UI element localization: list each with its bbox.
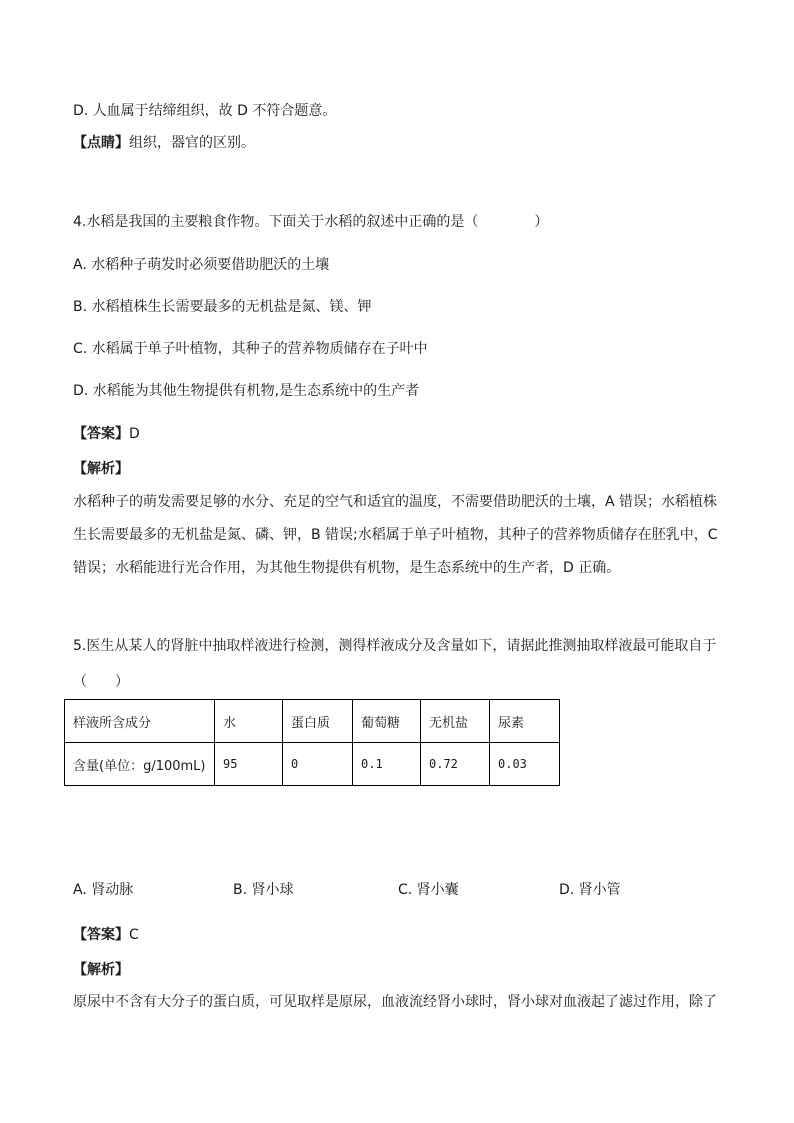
q5-option-a: A. 肾动脉	[73, 882, 134, 898]
comment-tag: 【点睛】	[73, 135, 129, 151]
analysis-line: 错误；水稻能进行光合作用，为其他生物提供有机物，是生态系统中的生产者，D 正确。	[73, 560, 621, 576]
answer-value: D	[129, 426, 140, 442]
q5-option-c: C. 肾小囊	[398, 882, 459, 898]
q4-analysis-tag: 【解析】	[73, 461, 129, 477]
q4-answer	[73, 424, 140, 444]
table-cell: 0	[283, 743, 353, 786]
table-header-row	[65, 700, 560, 743]
q5-option-d: D. 肾小管	[559, 882, 621, 898]
table-cell: 0.72	[421, 743, 490, 786]
table-header-cell: 水	[215, 700, 283, 743]
table-header-cell: 蛋白质	[283, 700, 353, 743]
prev-option-d: D. 人血属于结缔组织，故 D 不符合题意。	[73, 103, 337, 119]
table-header-cell: 葡萄糖	[353, 700, 421, 743]
q5-option-b: B. 肾小球	[233, 882, 294, 898]
q4-option-c: C. 水稻属于单子叶植物，其种子的营养物质储存在子叶中	[73, 341, 428, 357]
q5-stem-line2: （ ）	[73, 674, 129, 690]
q4-analysis	[73, 492, 723, 591]
table-row	[65, 743, 560, 786]
analysis-line: 水稻种子的萌发需要足够的水分、充足的空气和适宜的温度，不需要借助肥沃的土壤，A 错误；水稻植株	[73, 494, 718, 510]
q5-answer	[73, 925, 139, 945]
q4-option-b: B. 水稻植株生长需要最多的无机盐是氮、镁、钾	[73, 299, 372, 315]
q4-stem: 4.水稻是我国的主要粮食作物。下面关于水稻的叙述中正确的是（ ）	[73, 214, 549, 230]
prev-comment	[73, 133, 255, 153]
table-cell: 0.03	[490, 743, 560, 786]
table-header-cell: 尿素	[490, 700, 560, 743]
table-header-cell: 无机盐	[421, 700, 490, 743]
table-row-label: 含量(单位：g/100mL)	[65, 743, 215, 786]
analysis-line: 生长需要最多的无机盐是氮、磷、钾，B 错误;水稻属于单子叶植物，其种子的营养物质储存在胚乳中，C	[73, 527, 718, 543]
q5-analysis-tag: 【解析】	[73, 962, 129, 978]
answer-tag: 【答案】	[73, 927, 129, 943]
q5-analysis-line: 原尿中不含有大分子的蛋白质，可见取样是原尿，血液流经肾小球时，肾小球对血液起了滤过作用，除了	[73, 994, 717, 1010]
composition-table	[64, 699, 560, 786]
q5-stem-line1: 5.医生从某人的肾脏中抽取样液进行检测，测得样液成分及含量如下，请据此推测抽取样液最可能取自于	[73, 638, 717, 654]
q4-option-d: D. 水稻能为其他生物提供有机物,是生态系统中的生产者	[73, 383, 420, 399]
answer-tag: 【答案】	[73, 426, 129, 442]
table-cell: 0.1	[353, 743, 421, 786]
answer-value: C	[129, 927, 139, 943]
table-cell: 95	[215, 743, 283, 786]
q4-option-a: A. 水稻种子萌发时必须要借助肥沃的土壤	[73, 257, 330, 273]
table-header-cell: 样液所含成分	[65, 700, 215, 743]
comment-text: 组织，器官的区别。	[129, 135, 255, 151]
